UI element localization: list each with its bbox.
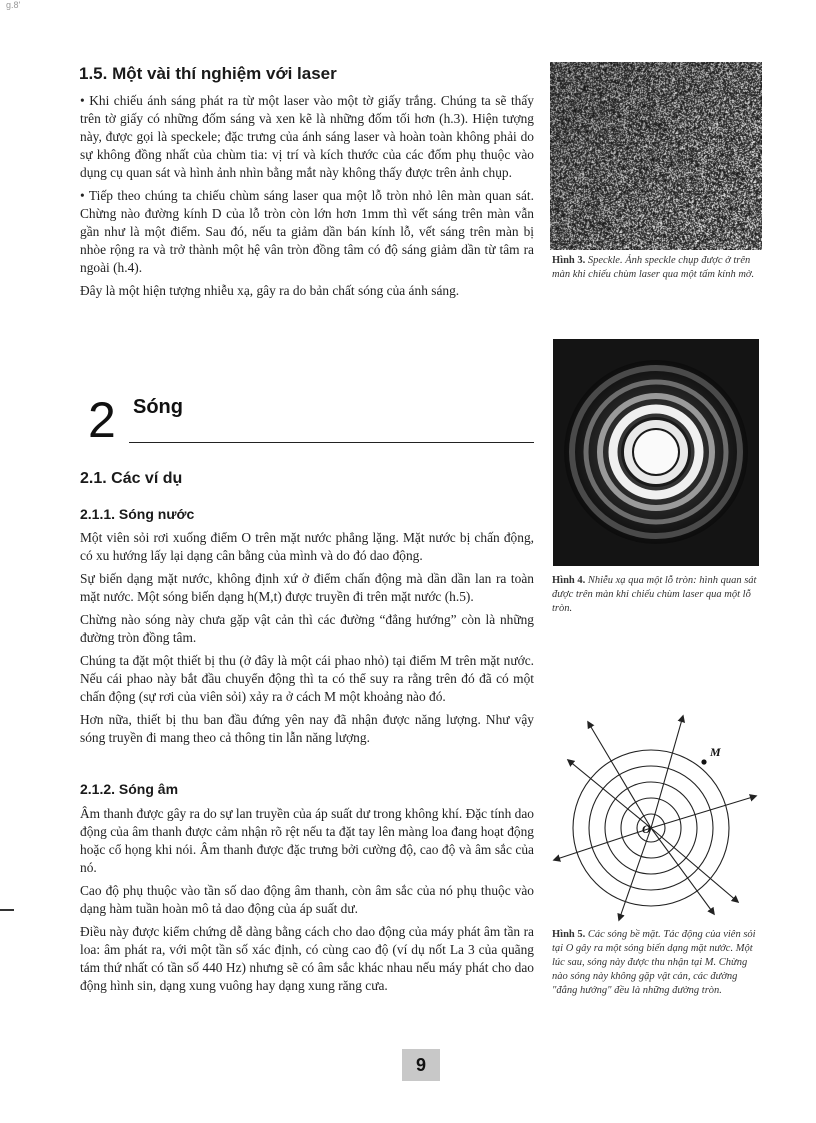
chapter-title: Sóng xyxy=(133,396,183,418)
figure-3-caption-text: Speckle. Ảnh speckle chụp được ở trên màn khi chiếu chùm laser qua một tấm kính mờ. xyxy=(552,255,755,280)
figure-4-label: Hình 4. xyxy=(552,575,586,586)
section-2-1-1-paragraph-5: Hơn nữa, thiết bị thu ban đầu đứng yên nay đã nhận được năng lượng. Như vậy sóng truyền đi mang theo cả thông tin lẫn năng lượng. xyxy=(80,712,534,745)
section-1-5-heading: 1.5. Một vài thí nghiệm với laser xyxy=(79,64,337,83)
section-2-1-2-paragraph-1: Âm thanh được gây ra do sự lan truyền của áp suất dư trong không khí. Đặc tính dao động của âm thanh được cảm nhận rõ rệt nếu ta đặt tay lên màng loa đang hoạt động hoặc cổ họng khi nói. Âm thanh được đặc trưng bởi cường độ, cao độ và âm sắc của nó. xyxy=(80,806,534,875)
figure-3-caption xyxy=(552,254,764,282)
section-2-1-1-body xyxy=(80,529,534,752)
point-o-label: O xyxy=(642,822,651,836)
section-2-1-heading: 2.1. Các ví dụ xyxy=(80,470,183,487)
section-2-1-2-paragraph-3: Điều này được kiểm chứng dễ dàng bằng cách cho dao động của máy phát âm tần ra loa: âm phát ra, với một tần số xác định, có cùng cao độ (ví dụ nốt La 3 của quãng tám thứ nhất có tần số 440 Hz) nhưng sẽ có âm sắc khác nhau nếu máy phát cho dao động hình sin, dạng xung vuông hay dạng xung răng cưa. xyxy=(80,924,534,993)
figure-5-wave-diagram xyxy=(548,712,770,929)
section-2-1-1-paragraph-1: Một viên sỏi rơi xuống điểm O trên mặt nước phẳng lặng. Mặt nước bị chấn động, có xu hướng lấy lại dạng cân bằng của mình và do đó dao động. xyxy=(80,530,534,563)
figure-3-speckle-image xyxy=(550,62,762,250)
figure-5-caption xyxy=(552,928,764,998)
figure-4-caption-text: Nhiễu xạ qua một lỗ tròn: hình quan sát được trên màn khi chiếu chùm laser qua một lỗ tròn. xyxy=(552,575,757,614)
section-1-5-body xyxy=(80,92,534,305)
section-2-1-2-body xyxy=(80,805,534,1000)
figure-4-caption xyxy=(552,574,764,616)
chapter-rule xyxy=(129,442,534,443)
section-1-5-paragraph-2: • Tiếp theo chúng ta chiếu chùm sáng laser qua một lỗ tròn nhỏ lên màn quan sát. Chừng nào đường kính D của lỗ tròn còn lớn hơn 1mm thì vết sáng trên màn vẫn gần như là một điểm. Sau đó, nếu ta giảm dần bán kính lỗ, vết sáng trên màn bị nhòe rộng ra và trở thành một hệ vân tròn đồng tâm có độ sáng giảm dần từ tâm ra ngoài (h.4). xyxy=(80,188,534,275)
figure-4-diffraction-image xyxy=(553,339,759,571)
receiver-point-m xyxy=(701,759,706,764)
margin-tick xyxy=(0,909,14,911)
section-1-5-paragraph-1: • Khi chiếu ánh sáng phát ra từ một laser vào một tờ giấy trắng. Chúng ta sẽ thấy trên tờ giấy có những đốm sáng và xen kẽ là những đốm tối hơn (h.3). Hiện tượng này, được gọi là speckele; đặc trưng của ánh sáng laser và hoàn toàn không phải do sự không đồng nhất của chùm tia: vị trí và kích thước của các đốm phụ thuộc vào dụng cụ quan sát và hình ảnh nhìn bằng mắt này không thấy được trên ảnh chụp. xyxy=(80,93,534,180)
chapter-header xyxy=(80,392,534,454)
figure-5-caption-text: Các sóng bề mặt. Tác động của viên sỏi tại O gây ra một sóng biến dạng mặt nước. Một lúc sau, sóng này được thu nhận tại M. Chừng nào sóng này không gặp vật cản, các đường "đẳng hướng" đều là những đường tròn. xyxy=(552,929,756,996)
chapter-number: 2 xyxy=(88,392,116,448)
section-2-1-1-paragraph-4: Chúng ta đặt một thiết bị thu (ở đây là một cái phao nhỏ) tại điểm M trên mặt nước. Nếu cái phao này bắt đầu chuyển động thì ta có thể suy ra rằng trên đó đã có một chấn động (sự rơi của viên sỏi) xảy ra ở cách M một khoảng nào đó. xyxy=(80,653,534,704)
section-2-1-1-paragraph-2: Sự biến dạng mặt nước, không định xứ ở điểm chấn động mà dần dần lan ra toàn mặt nước. Một sóng biến dạng h(M,t) được truyền đi trên mặt nước (h.5). xyxy=(80,571,534,604)
section-2-1-2-heading: 2.1.2. Sóng âm xyxy=(80,781,179,797)
scan-corner-mark: g.8' xyxy=(6,0,21,10)
section-2-1-1-paragraph-3: Chừng nào sóng này chưa gặp vật cản thì các đường “đẳng hướng” còn là những đường tròn đồng tâm. xyxy=(80,612,534,645)
section-2-1-2-paragraph-2: Cao độ phụ thuộc vào tần số dao động âm thanh, còn âm sắc của nó phụ thuộc vào dạng hàm tuần hoàn mô tả dao động của áp suất dư. xyxy=(80,883,534,916)
point-m-label: M xyxy=(710,745,721,759)
diffraction-rings-svg xyxy=(553,339,759,566)
figure-3-label: Hình 3. xyxy=(552,255,586,266)
section-2-1-1-heading: 2.1.1. Sóng nước xyxy=(80,506,195,522)
section-1-5-paragraph-3: Đây là một hiện tượng nhiễu xạ, gây ra do bản chất sóng của ánh sáng. xyxy=(80,283,460,298)
page-number: 9 xyxy=(402,1049,440,1081)
surface-wave-svg xyxy=(548,712,770,924)
figure-5-label: Hình 5. xyxy=(552,929,586,940)
